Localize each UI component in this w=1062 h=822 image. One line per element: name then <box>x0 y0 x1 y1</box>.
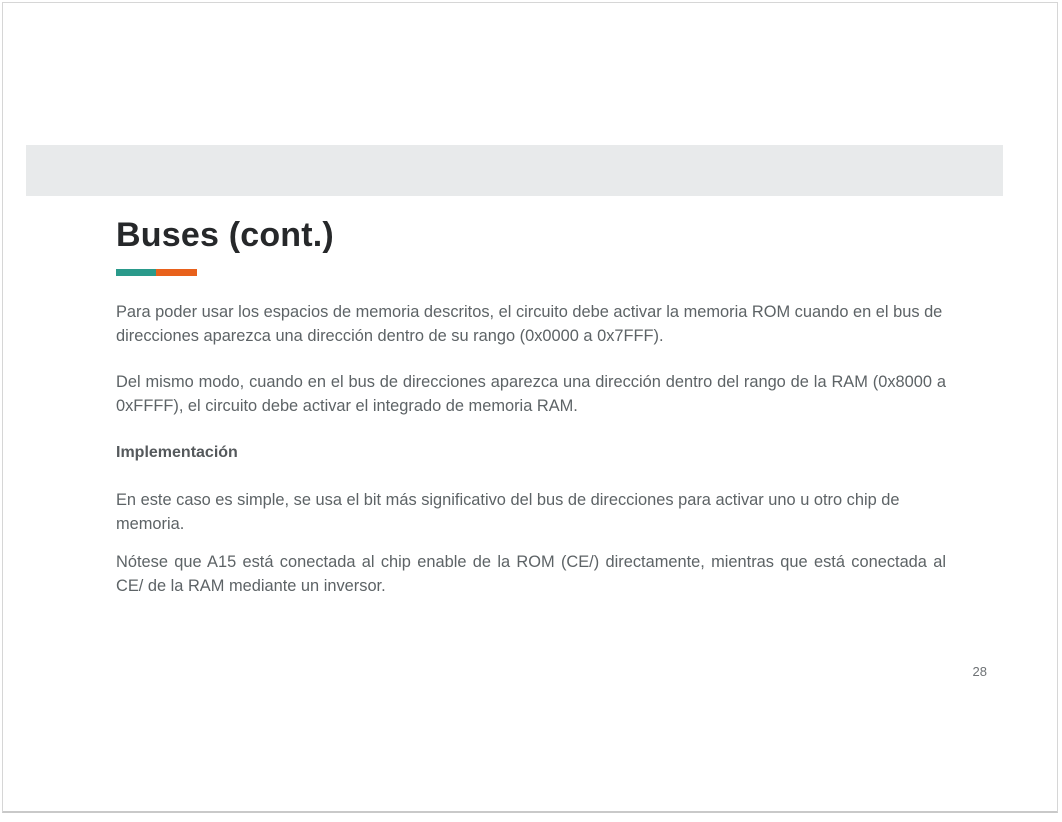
slide-page <box>2 2 1058 813</box>
subheading-implementacion: Implementación <box>116 444 238 461</box>
accent-bar-teal-segment <box>116 269 156 276</box>
body-paragraph-msb-selection: En este caso es simple, se usa el bit más significativo del bus de direcciones para activar uno u otro chip de memoria. <box>116 491 900 533</box>
slide-title: Buses (cont.) <box>116 216 334 254</box>
page-number: 28 <box>972 664 987 679</box>
body-paragraph-rom-activation: Para poder usar los espacios de memoria descritos, el circuito debe activar la memoria ROM cuando en el bus de direcciones aparezca una dirección dentro de su rango (0x0000 a 0x7FFF). <box>116 303 943 345</box>
body-paragraph-a15-chip-enable: Nótese que A15 está conectada al chip enable de la ROM (CE/) directamente, mientras que está conectada al CE/ de la RAM mediante un inversor. <box>116 553 946 595</box>
title-accent-bar <box>116 269 197 276</box>
header-band <box>26 145 1003 196</box>
accent-bar-orange-segment <box>156 269 197 276</box>
body-paragraph-ram-activation: Del mismo modo, cuando en el bus de direcciones aparezca una dirección dentro del rango de la RAM (0x8000 a 0xFFFF), el circuito debe activar el integrado de memoria RAM. <box>116 373 946 415</box>
